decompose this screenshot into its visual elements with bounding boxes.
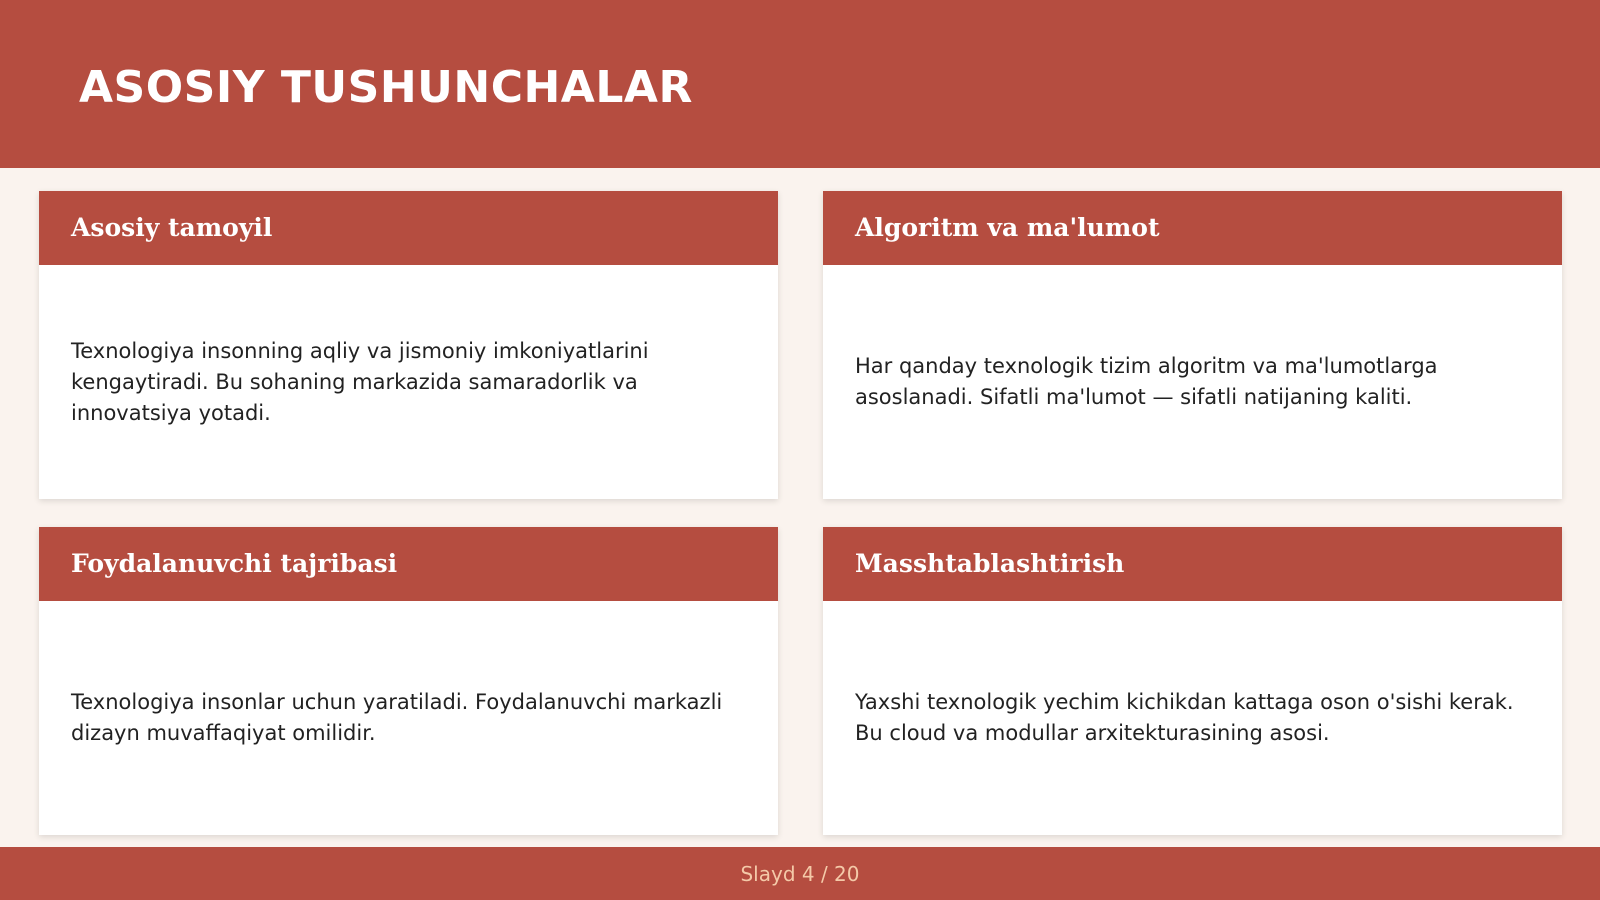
card-body: [71, 601, 750, 835]
page-title: ASOSIY TUSHUNCHALAR: [79, 62, 693, 113]
card-header: [39, 527, 778, 601]
card-text: Texnologiya insonlar uchun yaratiladi. Foydalanuvchi markazli dizayn muvaffaqiyat omilidir.: [71, 690, 723, 745]
card-body: [855, 601, 1534, 835]
card-title: Masshtablashtirish: [855, 549, 1125, 578]
card-title: Asosiy tamoyil: [71, 213, 273, 242]
footer-bar: [0, 847, 1600, 900]
card-header: [823, 191, 1562, 265]
card-body: [855, 265, 1534, 499]
header-bar: [0, 0, 1600, 168]
card-header: [39, 191, 778, 265]
card-text: Yaxshi texnologik yechim kichikdan kattaga oson o'sishi kerak. Bu cloud va modullar arxitekturasining asosi.: [855, 690, 1514, 745]
card-title: Foydalanuvchi tajribasi: [71, 549, 398, 578]
card-text: Har qanday texnologik tizim algoritm va ma'lumotlarga asoslanadi. Sifatli ma'lumot — sifatli natijaning kaliti.: [855, 354, 1438, 409]
card-header: [823, 527, 1562, 601]
card-foydalanuvchi-tajribasi: [39, 527, 778, 835]
slide-counter: Slayd 4 / 20: [740, 862, 860, 886]
card-algoritm-va-malumot: [823, 191, 1562, 499]
card-title: Algoritm va ma'lumot: [855, 213, 1160, 242]
card-body: [71, 265, 750, 499]
card-asosiy-tamoyil: [39, 191, 778, 499]
card-text: Texnologiya insonning aqliy va jismoniy imkoniyatlarini kengaytiradi. Bu sohaning markazida samaradorlik va innovatsiya yotadi.: [71, 338, 649, 425]
card-masshtablashtirish: [823, 527, 1562, 835]
